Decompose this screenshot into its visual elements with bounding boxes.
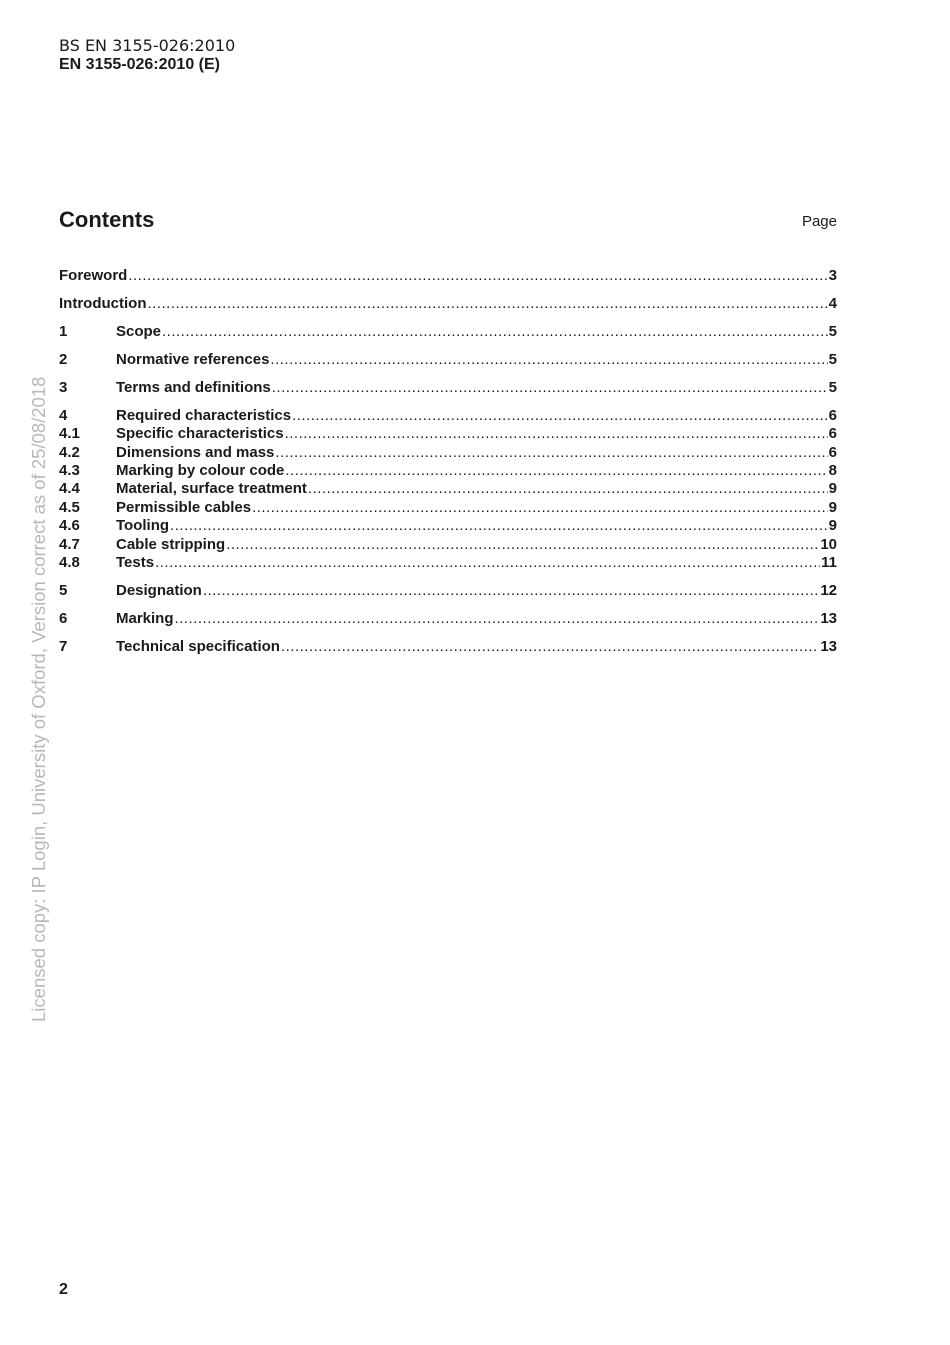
toc-leader-dots bbox=[272, 379, 828, 397]
toc-entry-title: Foreword bbox=[59, 267, 128, 284]
toc-entry-designation[interactable] bbox=[59, 582, 837, 600]
toc-entry-title: Designation bbox=[116, 582, 202, 600]
toc-entry-title: Permissible cables bbox=[116, 498, 252, 516]
toc-entry-title: Required characteristics bbox=[116, 406, 292, 424]
license-watermark: Licensed copy: IP Login, University of Oxford, Version correct as of 25/08/2018 bbox=[28, 376, 49, 1022]
toc-entry-title: Introduction bbox=[59, 294, 147, 312]
toc-entry-technical-specification[interactable] bbox=[59, 638, 837, 656]
toc-entry-number: 6 bbox=[59, 610, 68, 628]
toc-entry-introduction[interactable] bbox=[59, 295, 837, 313]
toc-leader-dots bbox=[252, 499, 828, 517]
toc-leader-dots bbox=[203, 582, 819, 600]
toc-entry-number: 4.3 bbox=[59, 462, 80, 480]
toc-entry-permissible-cables[interactable] bbox=[59, 499, 837, 517]
toc-entry-title: Scope bbox=[116, 322, 162, 340]
toc-entry-page: 9 bbox=[828, 498, 837, 516]
toc-entry-number: 4.5 bbox=[59, 498, 80, 516]
toc-entry-scope[interactable] bbox=[59, 323, 837, 341]
toc-leader-dots bbox=[147, 295, 827, 313]
toc-leader-dots bbox=[275, 444, 827, 462]
toc-entry-number: 2 bbox=[59, 350, 68, 368]
toc-entry-required-characteristics[interactable] bbox=[59, 407, 837, 425]
page-title: Contents bbox=[59, 207, 155, 232]
toc-entry-title: Marking by colour code bbox=[116, 462, 285, 480]
toc-entry-page: 13 bbox=[820, 638, 837, 655]
toc-entry-tests[interactable] bbox=[59, 554, 837, 572]
toc-entry-cable-stripping[interactable] bbox=[59, 536, 837, 554]
toc-entry-page: 4 bbox=[828, 294, 837, 312]
toc-leader-dots bbox=[281, 638, 819, 656]
toc-entry-page: 9 bbox=[828, 517, 837, 535]
toc-entry-number: 4.8 bbox=[59, 554, 80, 572]
toc-leader-dots bbox=[285, 425, 828, 443]
toc-leader-dots bbox=[162, 323, 828, 341]
table-of-contents bbox=[59, 267, 837, 656]
toc-entry-title: Marking bbox=[116, 610, 174, 628]
toc-entry-page: 6 bbox=[828, 443, 837, 461]
toc-entry-page: 11 bbox=[821, 554, 837, 572]
toc-entry-page: 9 bbox=[828, 480, 837, 498]
toc-entry-page: 8 bbox=[828, 462, 837, 480]
document-code: BS EN 3155-026:2010 bbox=[59, 36, 236, 55]
toc-entry-terms-definitions[interactable] bbox=[59, 379, 837, 397]
toc-leader-dots bbox=[285, 462, 827, 480]
toc-entry-page: 3 bbox=[828, 267, 837, 284]
toc-entry-material-surface-treatment[interactable] bbox=[59, 480, 837, 498]
toc-entry-title: Normative references bbox=[116, 350, 270, 368]
toc-leader-dots bbox=[226, 536, 819, 554]
toc-entry-number: 1 bbox=[59, 322, 68, 340]
toc-leader-dots bbox=[270, 351, 827, 369]
toc-entry-number: 4.7 bbox=[59, 535, 80, 553]
toc-entry-page: 12 bbox=[820, 582, 837, 600]
toc-entry-number: 3 bbox=[59, 378, 68, 396]
toc-entry-number: 4.2 bbox=[59, 443, 80, 461]
toc-entry-page: 5 bbox=[828, 378, 837, 396]
toc-leader-dots bbox=[292, 407, 828, 425]
toc-entry-title: Tooling bbox=[116, 517, 170, 535]
toc-leader-dots bbox=[308, 480, 828, 498]
toc-leader-dots bbox=[175, 610, 820, 628]
toc-entry-number: 4 bbox=[59, 406, 68, 424]
toc-entry-foreword[interactable] bbox=[59, 267, 837, 285]
toc-entry-page: 5 bbox=[828, 350, 837, 368]
toc-entry-marking-colour-code[interactable] bbox=[59, 462, 837, 480]
toc-entry-title: Dimensions and mass bbox=[116, 443, 275, 461]
toc-entry-tooling[interactable] bbox=[59, 517, 837, 535]
toc-entry-title: Terms and definitions bbox=[116, 378, 271, 396]
toc-entry-number: 4.1 bbox=[59, 425, 80, 443]
page-column-label: Page bbox=[801, 213, 837, 230]
toc-entry-page: 6 bbox=[828, 425, 837, 443]
toc-entry-title: Cable stripping bbox=[116, 535, 226, 553]
toc-entry-page: 13 bbox=[820, 610, 837, 628]
toc-entry-page: 6 bbox=[828, 406, 837, 424]
toc-entry-title: Specific characteristics bbox=[116, 425, 284, 443]
toc-entry-page: 5 bbox=[828, 322, 837, 340]
page-number: 2 bbox=[59, 1281, 68, 1298]
toc-entry-title: Material, surface treatment bbox=[116, 480, 307, 498]
toc-entry-normative-references[interactable] bbox=[59, 351, 837, 369]
toc-entry-number: 4.6 bbox=[59, 517, 80, 535]
toc-leader-dots bbox=[128, 267, 827, 285]
document-code-english: EN 3155-026:2010 (E) bbox=[59, 56, 220, 73]
toc-entry-specific-characteristics[interactable] bbox=[59, 425, 837, 443]
toc-entry-number: 4.4 bbox=[59, 480, 80, 498]
toc-entry-number: 7 bbox=[59, 638, 68, 655]
toc-leader-dots bbox=[155, 554, 820, 572]
toc-entry-dimensions-mass[interactable] bbox=[59, 444, 837, 462]
toc-entry-number: 5 bbox=[59, 582, 68, 600]
toc-entry-title: Tests bbox=[116, 554, 155, 572]
toc-entry-title: Technical specification bbox=[116, 638, 280, 655]
toc-entry-page: 10 bbox=[820, 535, 837, 553]
toc-leader-dots bbox=[170, 517, 828, 535]
toc-entry-marking[interactable] bbox=[59, 610, 837, 628]
